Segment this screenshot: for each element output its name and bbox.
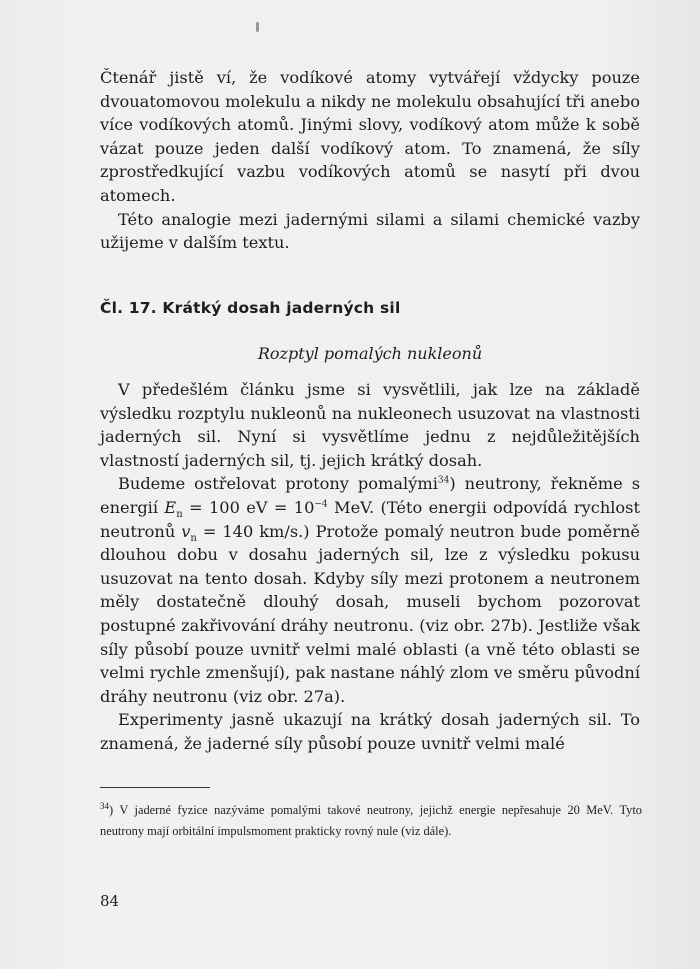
paragraph-2-start: Budeme ostřelovat protony pomalými	[118, 474, 438, 494]
energy-symbol: E	[164, 497, 177, 517]
section-heading: Čl. 17. Krátký dosah jaderných sil	[100, 299, 401, 317]
energy-subscript: n	[176, 509, 183, 521]
intro-paragraph-2: Této analogie mezi jadernými silami a silami chemické vazby užijeme v dalším textu.	[100, 209, 640, 253]
paragraph-1: V předešlém článku jsme si vysvětlili, jak lze na základě výsledku rozptylu nukleonů na nukleonech usuzovat na vlastnosti jaderných sil. Nyní si vysvětlíme jednu z nejdůležitějších vlastností jaderných sil, tj. jejich krátký dosah.	[100, 380, 640, 470]
paragraph-2	[100, 472, 640, 708]
footnote-reference: 34	[437, 475, 450, 486]
section-body	[100, 378, 640, 756]
footnote-divider	[100, 787, 210, 788]
paragraph-2-end: = 140 km/s.) Protože pomalý neutron bude poměrně dlouhou dobu v dosahu jaderných sil, lze z výsledku pokusu usuzovat na tento dosah. Kdyby síly mezi protonem a neutronem měly dostatečně dlouhý dosah, museli bychom pozorovat postupné zakřivování dráhy neutronu. (viz obr. 27b). Jestliže však síly působí pouze uvnitř velmi malé oblasti (a vně této oblasti se velmi rychle zmenšují), pak nastane náhlý zlom ve směru původní dráhy neutronu (viz obr. 27a).	[100, 521, 640, 706]
footnote	[100, 800, 642, 842]
paragraph-3: Experimenty jasně ukazují na krátký dosah jaderných sil. To znamená, že jaderné síly působí pouze uvnitř velmi malé	[100, 710, 640, 753]
page-number: 84	[100, 892, 120, 910]
velocity-symbol: v	[181, 521, 191, 541]
velocity-subscript: n	[190, 532, 197, 544]
energy-exponent: −4	[314, 499, 328, 510]
subheading: Rozptyl pomalých nukleonů	[257, 344, 483, 363]
energy-value: = 100 eV = 10	[182, 497, 315, 517]
intro-paragraph-1: Čtenář jistě ví, že vodíkové atomy vytvářejí vždycky pouze dvouatomovou molekulu a nikdy ne molekulu obsahující tři anebo více vodíkových atomů. Jinými slovy, vodíkový atom může k sobě vázat pouze jeden další vodíkový atom. To znamená, že síly zprostředkující vazbu vodíkových atomů se nasytí při dvou atomech.	[100, 68, 640, 205]
footnote-text: ) V jaderné fyzice nazýváme pomalými takové neutrony, jejichž energie nepřesahuje 20 MeV. Tyto neutrony mají orbitální impulsmoment prakticky rovný nule (viz dále).	[100, 803, 642, 838]
footnote-marker: 34	[100, 800, 109, 811]
intro-text	[100, 66, 640, 255]
paragraph-2-mid: ) neutrony, řekněme s energií	[100, 474, 641, 517]
scan-mark	[256, 22, 259, 32]
energy-unit: MeV. (Této energii odpovídá rychlost neutronů	[100, 497, 640, 541]
